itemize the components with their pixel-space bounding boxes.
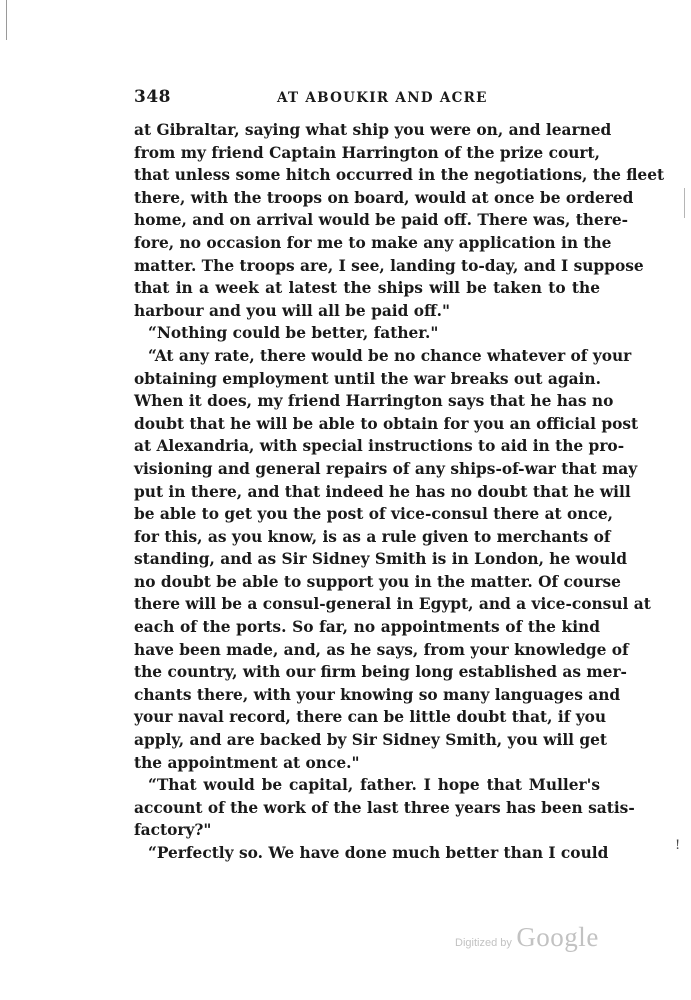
text-line: standing, and as Sir Sidney Smith is in London, he would (134, 550, 627, 569)
text-line: for this, as you know, is as a rule given to merchants of (134, 527, 611, 546)
text-line: be able to get you the post of vice-consul there at once, (134, 505, 613, 524)
text-line: chants there, with your knowing so many languages and (134, 685, 621, 704)
watermark-brand: Google (516, 922, 599, 952)
text-line: “Nothing could be better, father." (148, 324, 439, 343)
text-line: at Alexandria, with special instructions to aid in the pro- (134, 437, 625, 456)
text-line: at Gibraltar, saying what ship you were on, and learned (134, 121, 612, 139)
text-line: “Perfectly so. We have done much better than I could (148, 844, 609, 862)
text-line: “That would be capital, father. I hope that Muller's (148, 776, 600, 795)
text-line: “At any rate, there would be no chance whatever of your (148, 346, 632, 365)
text-line: have been made, and, as he says, from your knowledge of (134, 640, 629, 659)
text-line: there will be a consul-general in Egypt, and a vice-consul at (134, 595, 651, 614)
text-line: home, and on arrival would be paid off. There was, there- (134, 211, 629, 230)
text-line: harbour and you will all be paid off." (134, 301, 451, 320)
scan-edge-mark (684, 188, 685, 218)
text-line: apply, and are backed by Sir Sidney Smith, you will get (134, 731, 608, 750)
text-line: fore, no occasion for me to make any application in the (134, 233, 612, 252)
text-line: matter. The troops are, I see, landing to-day, and I suppose (134, 256, 644, 275)
text-line: doubt that he will be able to obtain for you an official post (134, 414, 639, 433)
watermark (455, 922, 599, 953)
scan-edge-mark (6, 0, 7, 40)
body-text (134, 119, 665, 865)
stray-mark: ! (675, 838, 681, 853)
running-title: AT ABOUKIR AND ACRE (277, 90, 488, 106)
text-line: obtaining employment until the war breaks out again. (134, 369, 601, 388)
text-line: your naval record, there can be little doubt that, if you (134, 708, 607, 727)
text-line: account of the work of the last three years has been satis- (134, 798, 635, 817)
text-line: from my friend Captain Harrington of the prize court, (134, 143, 600, 162)
text-line: no doubt be able to support you in the matter. Of course (134, 572, 621, 591)
text-line: the appointment at once." (134, 753, 360, 772)
text-line: there, with the troops on board, would at once be ordered (134, 188, 634, 207)
text-line: visioning and general repairs of any ships-of-war that may (134, 459, 638, 478)
text-line: factory?" (134, 821, 212, 840)
text-line: When it does, my friend Harrington says that he has no (134, 392, 614, 411)
text-line: each of the ports. So far, no appointments of the kind (134, 618, 600, 637)
text-line: the country, with our firm being long established as mer- (134, 663, 627, 682)
watermark-prefix: Digitized by (455, 937, 512, 949)
page-number: 348 (134, 87, 171, 107)
text-line: put in there, and that indeed he has no doubt that he will (134, 482, 631, 501)
text-line: that in a week at latest the ships will be taken to the (134, 279, 600, 298)
text-line: that unless some hitch occurred in the negotiations, the fleet (134, 166, 665, 185)
